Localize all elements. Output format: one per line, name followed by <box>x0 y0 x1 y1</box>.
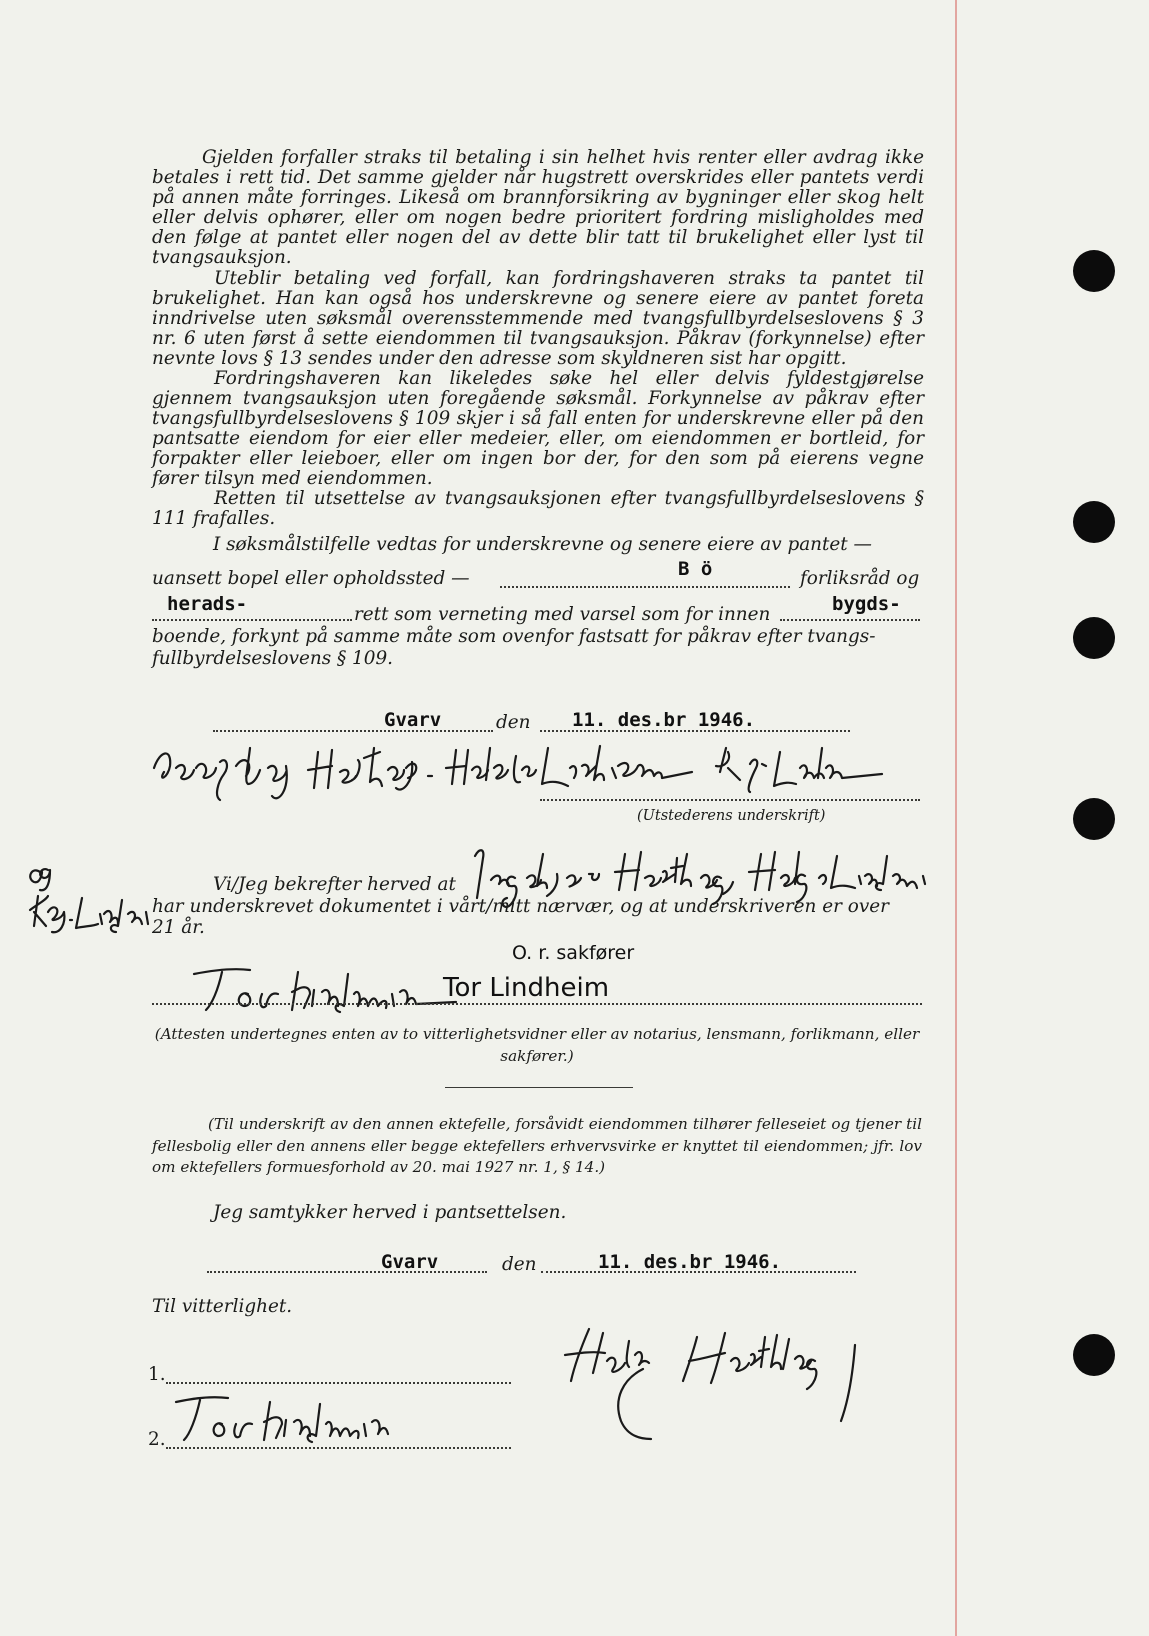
spouse-note: (Til underskrift av den annen ektefelle, forsåvidt eiendommen tilhører felleseiet og tjener til fellesbolig eller den annens eller begge ektefellers erhvervsvirke er knyttet til eiendommen; jfr. lov om ektefellers formuesforhold av 20. mai 1927 nr. 1, § 14.) <box>152 1115 922 1176</box>
witnesses-label: Til vitterlighet. <box>152 1296 293 1317</box>
venue-forum-filled: B ö <box>678 558 713 580</box>
consent-text: Jeg samtykker herved i pantsettelsen. <box>213 1202 567 1223</box>
issuer-signature-caption: (Utstederens underskrift) <box>637 808 826 824</box>
dotted-line <box>780 619 920 621</box>
venue-line-4: boende, forkynt på samme måte som ovenfor fastsatt for påkrav efter tvangs- <box>152 626 876 647</box>
paragraph-default-terms: Gjelden forfaller straks til betaling i sin helhet hvis renter eller avdrag ikke betales i rett tid. Det samme gjelder når hugstrett overskrides eller pantets verdi på annen måte forringes. Likeså om brannforsikring av bygninger eller skog helt eller delvis ophører, eller om nogen bedre prioritert fordring misligholdes med den følge at pantet eller nogen del av dette blir tatt til brukelighet eller lyst til tvangsauksjon. <box>152 147 924 268</box>
margin-rule <box>955 0 957 1636</box>
consent-den-label: den <box>502 1254 537 1275</box>
witness-handwritten-signature <box>188 960 478 1030</box>
dotted-line <box>152 1003 922 1005</box>
punch-hole <box>1073 798 1115 840</box>
punch-hole <box>1073 1334 1115 1376</box>
divider <box>445 1087 633 1088</box>
witness-title-stamp: O. r. sakfører <box>512 942 635 964</box>
consent-handwritten-signature <box>555 1325 935 1450</box>
venue-line-1: I søksmålstilfelle vedtas for underskrevne og senere eiere av pantet — <box>213 534 872 555</box>
venue-line-2-prefix: uansett bopel eller opholdssted — <box>152 568 470 589</box>
dotted-line <box>152 619 352 621</box>
consent-date: 11. des.br 1946. <box>598 1251 782 1273</box>
venue-line-2-suffix: forliksråd og <box>800 568 920 589</box>
date-den-label: den <box>496 712 531 733</box>
punch-hole <box>1073 501 1115 543</box>
date-value: 11. des.br 1946. <box>572 709 756 731</box>
confirmation-line-3: 21 år. <box>152 917 205 938</box>
confirmation-line-2: har underskrevet dokumentet i vårt/mitt nærvær, og at underskriveren er over <box>152 896 889 917</box>
margin-handwritten-note <box>18 860 158 940</box>
date-place: Gvarv <box>384 709 442 731</box>
witness-number-2: 2. <box>148 1429 166 1450</box>
paragraph-enforcement: Uteblir betaling ved forfall, kan fordringshaveren straks ta pantet til brukelighet. Han kan også hos underskrevne og senere eiere av pantet foreta inndrivelse uten søksmål overensstemmende med tvangsfullbyrdelseslovens § 3 nr. 6 uten først å sette eiendommen til tvangsauksjon. Påkrav (forkynnelse) efter nevnte lovs § 13 sendes under den adresse som skyldneren sist har opgitt. <box>152 268 924 369</box>
venue-line-3: rett som verneting med varsel som for innen <box>354 604 771 625</box>
paragraph-postponement: Retten til utsettelse av tvangsauksjonen efter tvangsfullbyrdelseslovens § 111 frafalles. <box>152 488 924 529</box>
paragraph-auction: Fordringshaveren kan likeledes søke hel eller delvis fyldestgjørelse gjennem tvangsauksjon uten foregående søksmål. Forkynnelse av påkrav efter tvangsfullbyrdelseslovens § 109 skjer i så fall enten for underskrevne eller på den pantsatte eiendom for eier eller medeier, eller, om eiendommen er bortleid, for forpakter eller leieboer, eller om ingen bor der, for den som på eierens vegne fører tilsyn med eiendommen. <box>152 368 924 489</box>
signature-name <box>0 0 1 1</box>
witness-number-1: 1. <box>148 1364 166 1385</box>
witness-line-1 <box>166 1382 511 1384</box>
attestation-note: (Attesten undertegnes enten av to vitterlighetsvidner eller av notarius, lensmann, forlikmann, eller sakfører.) <box>154 1025 920 1065</box>
witness-2-handwritten-signature <box>170 1390 410 1460</box>
venue-court-filled: herads- <box>167 593 248 615</box>
confirmation-prefix: Vi/Jeg bekrefter herved at <box>213 874 456 895</box>
punch-hole <box>1073 617 1115 659</box>
signature-line <box>540 799 920 801</box>
dotted-line <box>213 730 493 732</box>
venue-resident-filled: bygds- <box>832 593 901 615</box>
issuer-handwritten-signatures <box>150 738 910 818</box>
venue-line-5: fullbyrdelseslovens § 109. <box>152 648 394 669</box>
dotted-line <box>500 586 790 588</box>
dotted-line <box>207 1271 487 1273</box>
witness-name-stamp: Tor Lindheim <box>443 973 610 1003</box>
punch-hole <box>1073 250 1115 292</box>
consent-place: Gvarv <box>381 1251 439 1273</box>
